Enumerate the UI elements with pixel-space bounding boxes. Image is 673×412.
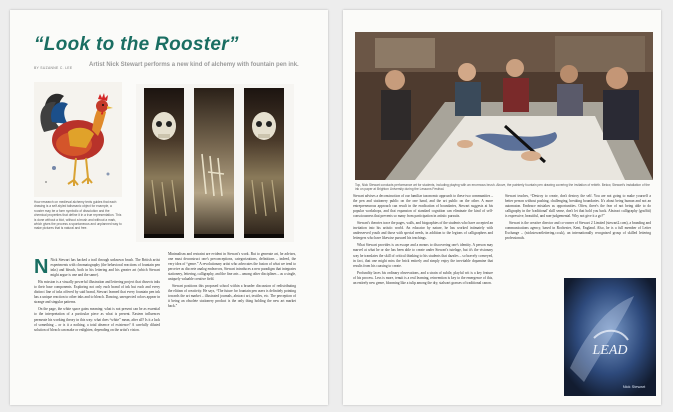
rooster-drawing-icon [34,82,122,197]
rooster-caption: How research on medieval alchemy texts guides that each drawing is a self-styled talismanic object for example, a rooster may be a form symbolic of dissolution and the chemical properties that define it in a true representation. This is done without a blot, without a brush and without a mark, which gives the process a spontaneous and unplanned way to make pictures that is natural and free. [34,200,122,231]
left-column-1 [34,258,160,335]
workshop-scene-icon [355,32,653,180]
book-author: Nick Stewart [622,384,646,389]
workshop-photo [355,32,653,180]
drop-cap: N [34,256,49,278]
paragraph: Stewart is the creative director and co-owner of Stewart 2 Limited (stewart2.com), a branding and communications agency, based in Rochester, Kent, England. Also, he is a full member of Letter Exchange – (nickstewartlettering.co.uk), an internationally recognized group of skilled lettering professionals. [505,221,651,241]
paragraph: What Stewart provides is an escape and a means to discovering one's identity. A person may marvel at what he or she has been able to create under Stewart's tutelage, but it's the visionary way he translates the skill of critical thinking to his students that dazzles – so bravely conveyed, in fact, that one might miss the brick entirely and simply enjoy the inevitable dopamine that results from his coaxing to create. [353,243,493,268]
article-deck: Artist Nick Stewart performs a new kind of alchemy with fountain pen ink. [89,62,299,68]
book-cover-photo [564,278,656,396]
paragraph: Profundity laces his ordinary observations, and a strain of subtle, playful wit is a key feature of his process. Less is more, tenuit is a real learning, reinvention is key to the emergence of this, an entirely new genre, blooming like a tulip among the dry, stalwart grasses of traditional canon. [353,270,493,285]
scroll-artworks [136,84,294,242]
book-title: LEAD [592,343,628,358]
byline: BY SUZANNE C. LEE [34,66,73,70]
article-title: “Look to the Rooster” [34,34,239,55]
right-page [343,10,661,405]
paragraph: Stewart advises a deconstruction of our familiar taxonomic approach to these two communities – the pen and stationery public on the one hand, and the art public on the other. A more entrepreneurous approach can result in the eradication of boundaries, Stewart suggests at his popular workshops, and that expansion of standard cognition can eliminate the kind of self-consciousness that prevents so many from participation in artistic pursuits. [353,194,493,219]
paragraph: Nick Stewart has backed a trail through unknown brush. The British artist experiments with chromatography (the behavioral reactions of fountain pen inks) and bleach, both in his lettering and his greater art (which Stewart might argue is one and the same). [50,258,160,278]
paragraph: Stewart's theories trace the pages, walls, and biographies of the students who have accepted an invitation into his artistic world. An educator by nature, he has worked intimately with underserved youth and those with special needs, in addition to the legions of calligraphers and lettergers who have likewise pursued his teachings. [353,221,493,241]
rooster-illustration [34,82,122,197]
paragraph: His mission is a visually powerful illustration and lettering project that dissects inks to their base components. Exploring not only each brand of ink but each and every distinct line of inks offered by said brand, Stewart learned that every fountain pen ink has a unique reaction to other inks and to bleach. Dancing, unexpected colors appear in strange and singular patterns. [34,280,160,305]
photo-caption: Top, Nick Stewart conducts performance art for students, including playing with an enormous brush. Above, the painterly fountain pen drawing covering the invitation of rebirth. Below, Stewart's installation of the ink on paper at Brighton University during the Lessons Festival. [355,183,650,192]
scroll-panels-icon [136,84,294,242]
paragraph: Minimalism and restraint are evident in Stewart's work. But to generate art, he advises, one must deconstruct one's preconceptions, categorizations, definitions – indeed, the very idea of “genre.” A revolutionary artist who advocates the fusion of what we tend to perceive as discrete analog endeavors, Stewart introduces a new paradigm that integrates stationery, lettering, calligraphy, and the fine arts – among other disciplines – as a single, uniquely valuable creative field. [168,252,296,282]
left-column-2 [168,252,296,312]
book-cover-icon [564,278,656,396]
right-column-1 [353,194,493,288]
left-page [10,10,328,405]
paragraph: Stewart positions this proposed school within a broader discussion of redistributing the elitism of creativity. He says, “The future for fountain pen users is definitely pointing towards the art market – illustrated journals, abstract art, textiles, etc. The perception of it being an obsolete stationery product is the only thing holding the new art market back.” [168,284,296,309]
right-column-2 [505,194,651,243]
paragraph: Stewart teaches, “Destroy to create, don't destroy the self. You are not going to make yourself a better person without pushing, challenging, breaking boundaries. It's about being human and not an automaton. Embrace mistakes as opportunities. Often, there's the fear of not being able to do calligraphy in the 'traditional' skill sense, don't let that hold you back. Abstract calligraphy (graffiti) is expressive, beautiful, and non-judgemental. Why not give it a go?” [505,194,651,219]
paragraph: On the page, the white space gains meaning: what is not present can be as essential to the interpretation of a particular piece as what is present. Eastern influences permeate his working theory in this way: what does “white” mean, after all? Is it a lack of something – or is it a nothing, a total absence of existence? A carefully diluted solution of bleach can make or enlighten, depending on the artist's vision. [34,307,160,332]
